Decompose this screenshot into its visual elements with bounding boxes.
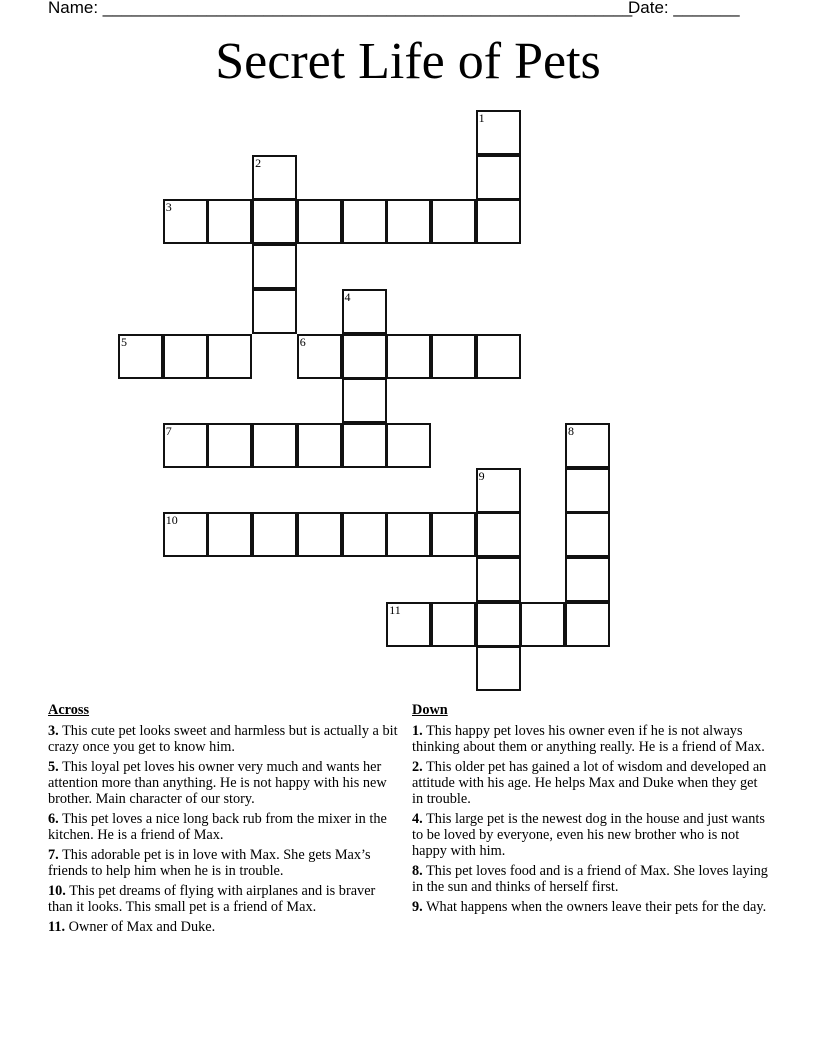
crossword-cell[interactable] bbox=[252, 289, 297, 334]
crossword-cell[interactable] bbox=[163, 512, 208, 557]
crossword-cell[interactable] bbox=[252, 423, 297, 468]
crossword-cell[interactable] bbox=[163, 423, 208, 468]
crossword-cell[interactable] bbox=[342, 512, 387, 557]
clue-text: Owner of Max and Duke. bbox=[68, 919, 216, 935]
crossword-cell[interactable] bbox=[565, 557, 610, 602]
crossword-cell[interactable] bbox=[476, 199, 521, 244]
clue-text: This loyal pet loves his owner very much and wants her attention more than anything. He is not happy with his new brother. Main character of our story. bbox=[48, 759, 387, 807]
clue-text: This happy pet loves his owner even if he is not always thinking about them or anything really. He is a friend of Max. bbox=[412, 723, 765, 755]
crossword-cell[interactable] bbox=[252, 155, 297, 200]
across-clue bbox=[48, 759, 400, 807]
clue-number: 10. bbox=[48, 883, 66, 899]
crossword-cell[interactable] bbox=[476, 602, 521, 647]
down-clue bbox=[412, 811, 770, 859]
across-clue bbox=[48, 723, 400, 755]
clue-text: This large pet is the newest dog in the house and just wants to be loved by everyone, even his new brother who is not happy with him. bbox=[412, 811, 765, 859]
crossword-cell[interactable] bbox=[207, 512, 252, 557]
down-clue bbox=[412, 723, 770, 755]
crossword-cell[interactable] bbox=[297, 334, 342, 379]
clue-number: 4. bbox=[412, 811, 423, 827]
clue-number: 6. bbox=[48, 811, 59, 827]
clue-number: 2. bbox=[412, 759, 423, 775]
clue-text: What happens when the owners leave their pets for the day. bbox=[426, 899, 767, 915]
down-clue bbox=[412, 759, 770, 807]
clue-text: This pet loves a nice long back rub from the mixer in the kitchen. He is a friend of Max. bbox=[48, 811, 387, 843]
clue-text: This pet dreams of flying with airplanes and is braver than it looks. This small pet is a friend of Max. bbox=[48, 883, 376, 915]
crossword-cell[interactable] bbox=[207, 423, 252, 468]
clue-text: This cute pet looks sweet and harmless but is actually a bit crazy once you get to know him. bbox=[48, 723, 398, 755]
down-clues bbox=[412, 702, 770, 919]
cell-number: 7 bbox=[165, 423, 172, 438]
cell-number: 3 bbox=[165, 200, 172, 215]
crossword-cell[interactable] bbox=[476, 468, 521, 513]
clue-text: This adorable pet is in love with Max. She gets Max’s friends to help him when he is in trouble. bbox=[48, 847, 371, 879]
cell-number: 5 bbox=[121, 334, 127, 349]
across-clues bbox=[48, 702, 400, 939]
cell-number: 1 bbox=[478, 111, 485, 125]
crossword-cell[interactable] bbox=[342, 378, 387, 423]
crossword-cell[interactable] bbox=[476, 334, 521, 379]
crossword-cell[interactable] bbox=[386, 334, 431, 379]
cell-number: 4 bbox=[344, 289, 351, 304]
crossword-cell[interactable] bbox=[476, 512, 521, 557]
down-clue-list bbox=[412, 723, 770, 915]
crossword-cell[interactable] bbox=[431, 512, 476, 557]
clue-text: This older pet has gained a lot of wisdom and developed an attitude with his age. He helps Max and Duke when they get in trouble. bbox=[412, 759, 767, 807]
crossword-cell[interactable] bbox=[386, 602, 431, 647]
across-clue-list bbox=[48, 723, 400, 935]
clue-number: 11. bbox=[48, 919, 66, 935]
down-clue bbox=[412, 899, 770, 915]
across-clue bbox=[48, 883, 400, 915]
crossword-cell[interactable] bbox=[476, 155, 521, 200]
crossword-cell[interactable] bbox=[520, 602, 565, 647]
crossword-cell[interactable] bbox=[565, 602, 610, 647]
clue-number: 8. bbox=[412, 863, 423, 879]
name-field-label: Name: ________________________________________________________ bbox=[48, 0, 633, 17]
cell-number: 6 bbox=[299, 334, 306, 349]
clue-number: 7. bbox=[48, 847, 59, 863]
crossword-cell[interactable] bbox=[386, 199, 431, 244]
puzzle-title: Secret Life of Pets bbox=[215, 33, 601, 90]
crossword-cell[interactable] bbox=[252, 512, 297, 557]
cell-number: 2 bbox=[255, 155, 262, 170]
cell-number: 11 bbox=[389, 602, 401, 617]
crossword-cell[interactable] bbox=[297, 512, 342, 557]
crossword-cell[interactable] bbox=[342, 289, 387, 334]
crossword-cell[interactable] bbox=[118, 334, 163, 379]
date-field-label: Date: _______ bbox=[628, 0, 740, 17]
across-clue bbox=[48, 811, 400, 843]
cell-number: 9 bbox=[478, 468, 485, 483]
crossword-cell[interactable] bbox=[431, 334, 476, 379]
clue-text: This pet loves food and is a friend of Max. She loves laying in the sun and thinks of herself first. bbox=[412, 863, 768, 895]
crossword-cell[interactable] bbox=[342, 334, 387, 379]
across-clue bbox=[48, 919, 400, 935]
across-clue bbox=[48, 847, 400, 879]
crossword-cell[interactable] bbox=[476, 646, 521, 691]
crossword-cell[interactable] bbox=[565, 423, 610, 468]
across-heading: Across bbox=[48, 702, 90, 718]
crossword-cell[interactable] bbox=[342, 199, 387, 244]
crossword-cell[interactable] bbox=[431, 199, 476, 244]
clue-number: 1. bbox=[412, 723, 423, 739]
cell-number: 10 bbox=[165, 513, 178, 528]
crossword-cell[interactable] bbox=[207, 199, 252, 244]
crossword-cell[interactable] bbox=[386, 423, 431, 468]
crossword-cell[interactable] bbox=[431, 602, 476, 647]
cell-number: 8 bbox=[568, 423, 574, 438]
crossword-cell[interactable] bbox=[476, 557, 521, 602]
crossword-cell[interactable] bbox=[565, 512, 610, 557]
crossword-cell[interactable] bbox=[565, 468, 610, 513]
crossword-cell[interactable] bbox=[297, 423, 342, 468]
crossword-cell[interactable] bbox=[297, 199, 342, 244]
crossword-cell[interactable] bbox=[476, 110, 521, 155]
down-heading: Down bbox=[412, 702, 448, 718]
crossword-cell[interactable] bbox=[252, 199, 297, 244]
crossword-cell[interactable] bbox=[207, 334, 252, 379]
crossword-cell[interactable] bbox=[252, 244, 297, 289]
crossword-cell[interactable] bbox=[386, 512, 431, 557]
clue-number: 3. bbox=[48, 723, 59, 739]
clue-number: 9. bbox=[412, 899, 423, 915]
crossword-cell[interactable] bbox=[342, 423, 387, 468]
down-clue bbox=[412, 863, 770, 895]
crossword-cell[interactable] bbox=[163, 334, 208, 379]
clue-number: 5. bbox=[48, 759, 59, 775]
crossword-cell[interactable] bbox=[163, 199, 208, 244]
